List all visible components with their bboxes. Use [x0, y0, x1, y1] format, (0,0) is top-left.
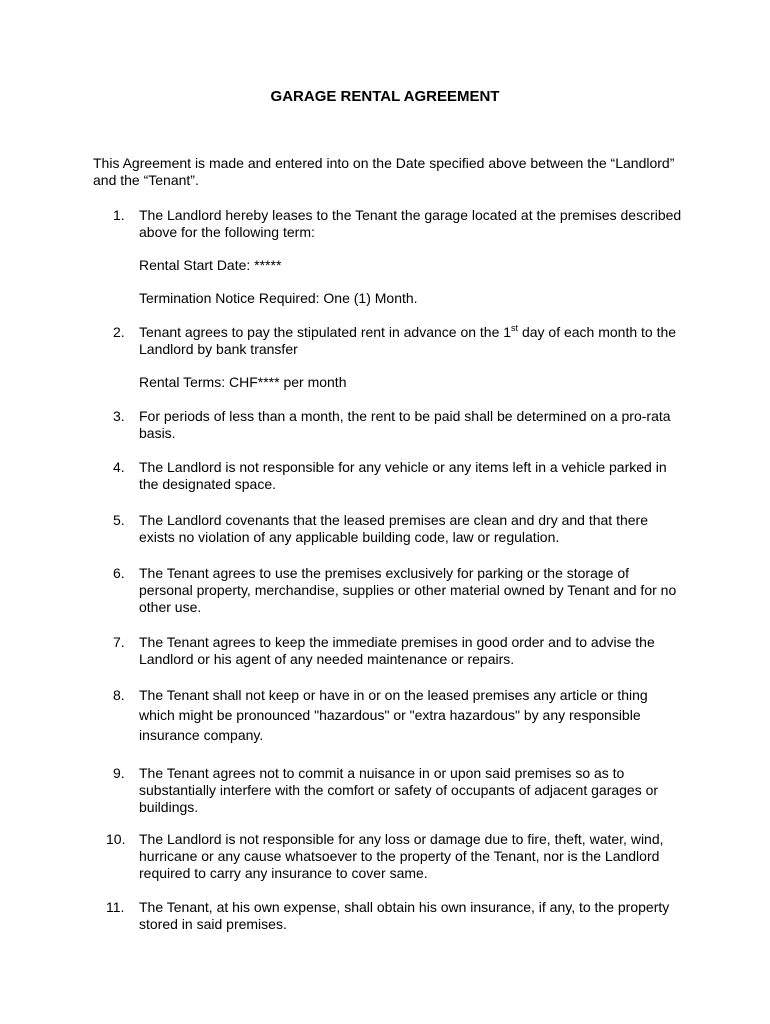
- clause-number: 8.: [113, 687, 125, 703]
- clause-text: For periods of less than a month, the rent to be paid shall be determined on a pro-rata basis.: [139, 408, 671, 441]
- clause-text: The Tenant agrees to keep the immediate premises in good order and to advise the Landlord or his agent of any needed maintenance or repairs.: [139, 634, 655, 667]
- clause-text: The Landlord is not responsible for any loss or damage due to fire, theft, water, wind, hurricane or any cause whatsoever to the property of the Tenant, nor is the Landlord required to carry any insurance to cover same.: [139, 831, 664, 881]
- clause-text: The Tenant agrees to use the premises exclusively for parking or the storage of personal property, merchandise, supplies or other material owned by Tenant and for no other use.: [139, 565, 677, 615]
- clause-number: 11.: [106, 899, 125, 915]
- clause-text: The Landlord covenants that the leased premises are clean and dry and that there exists no violation of any applicable building code, law or regulation.: [139, 512, 648, 545]
- clause-number: 4.: [113, 459, 125, 475]
- clause-number: 1.: [113, 207, 125, 223]
- clause-text: The Landlord is not responsible for any vehicle or any items left in a vehicle parked in the designated space.: [139, 459, 667, 492]
- clause-number: 7.: [113, 634, 125, 650]
- clause-number: 9.: [113, 765, 125, 781]
- clause-number: 2.: [113, 324, 125, 340]
- rental-terms: Rental Terms: CHF**** per month: [139, 374, 347, 390]
- termination-notice: Termination Notice Required: One (1) Month.: [139, 290, 418, 306]
- clause-text: The Tenant agrees not to commit a nuisance in or upon said premises so as to substantially interfere with the comfort or safety of occupants of adjacent garages or buildings.: [139, 765, 659, 815]
- clause-text: The Landlord hereby leases to the Tenant the garage located at the premises described above for the following term:: [139, 207, 682, 240]
- intro-paragraph: This Agreement is made and entered into on the Date specified above between the “Landlord” and the “Tenant”.: [93, 155, 675, 188]
- clause-text: The Tenant shall not keep or have in or on the leased premises any article or thing which might be pronounced "hazardous" or "extra hazardous" by any responsible insurance company.: [139, 687, 648, 743]
- document-title: GARAGE RENTAL AGREEMENT: [270, 88, 500, 105]
- clause-number: 10.: [106, 831, 126, 847]
- ordinal-superscript: st: [511, 323, 519, 333]
- rental-start-date: Rental Start Date: *****: [139, 257, 282, 273]
- clause-text: The Tenant, at his own expense, shall obtain his own insurance, if any, to the property stored in said premises.: [139, 899, 670, 932]
- clause-text: [139, 324, 685, 358]
- clause-number: 5.: [113, 512, 125, 528]
- clause-number: 6.: [113, 565, 125, 581]
- clause-text-part: day of each month to the Landlord by bank transfer: [139, 324, 677, 357]
- clause-number: 3.: [113, 408, 125, 424]
- clause-text-part: Tenant agrees to pay the stipulated rent in advance on the 1: [139, 324, 512, 340]
